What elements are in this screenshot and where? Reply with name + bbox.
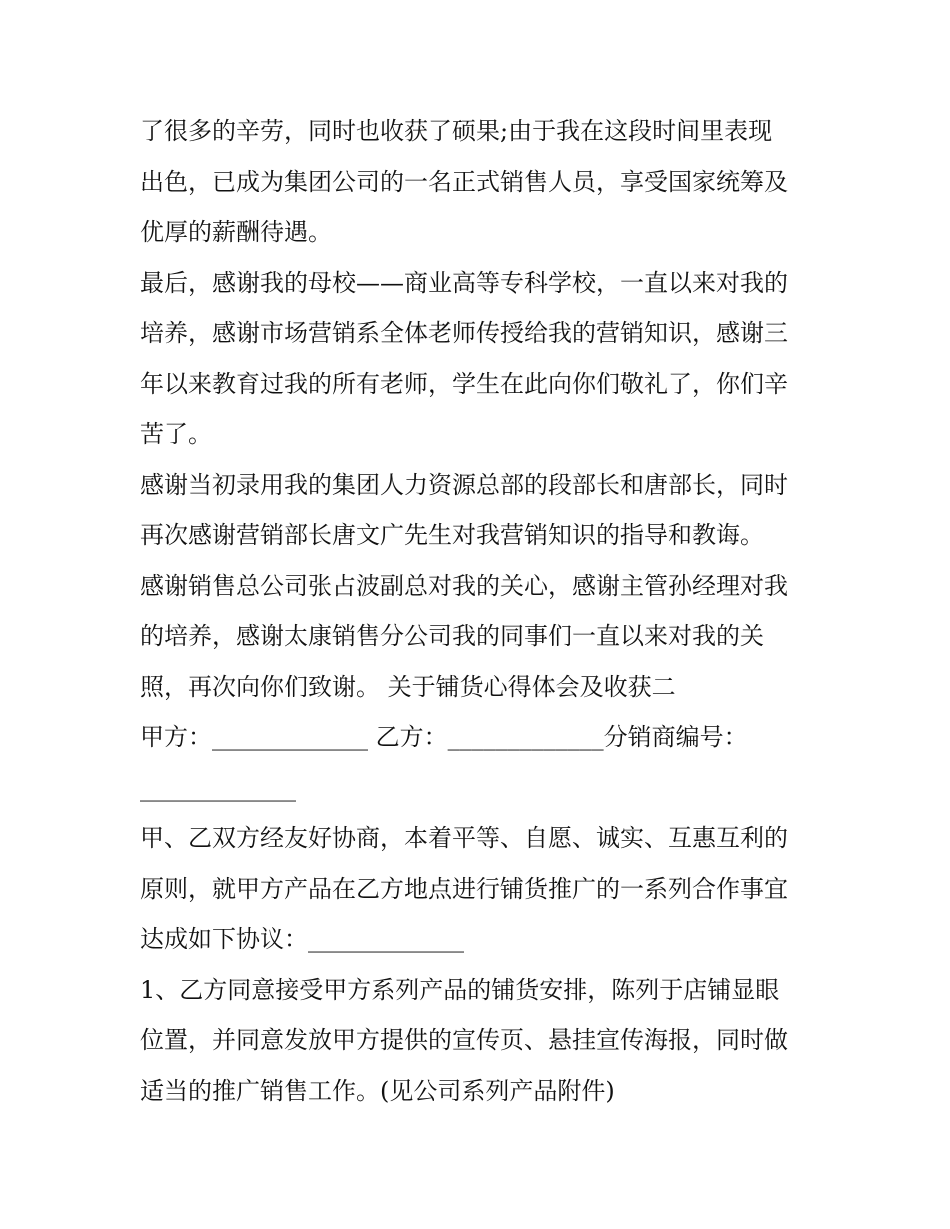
- contract-preamble: [140, 813, 820, 965]
- text-line: 培养，感谢市场营销系全体老师传授给我的营销知识，感谢三: [140, 319, 788, 347]
- text-line: 感谢销售总公司张占波副总对我的关心，感谢主管孙经理对我: [140, 571, 788, 600]
- text-line: 苦了。: [140, 420, 212, 448]
- text-line: _____________: [140, 773, 296, 802]
- text-line: 感谢当初录用我的集团人力资源总部的段部长和唐部长，同时: [140, 470, 788, 499]
- text-line: 适当的推广销售工作。(见公司系列产品附件): [140, 1076, 615, 1105]
- paragraph-results: [140, 106, 820, 258]
- text-line: 照，再次向你们致谢。 关于铺货心得体会及收获二: [140, 672, 676, 701]
- text-line: 甲、乙双方经友好协商，本着平等、自愿、诚实、互惠互利的: [140, 824, 788, 852]
- contract-parties: [140, 712, 820, 813]
- text-line: 优厚的薪酬待遇。: [140, 218, 332, 246]
- text-line: 甲方：_____________ 乙方：_____________分销商编号：: [140, 723, 748, 751]
- contract-clause-1: [140, 965, 820, 1117]
- document-body: [140, 106, 820, 1116]
- text-line: 位置，并同意发放甲方提供的宣传页、悬挂宣传海报，同时做: [140, 1026, 788, 1054]
- text-line: 再次感谢营销部长唐文广先生对我营销知识的指导和教诲。: [140, 521, 764, 549]
- text-line: 年以来教育过我的所有老师，学生在此向你们敬礼了，你们辛: [140, 369, 788, 398]
- text-line: 了很多的辛劳，同时也收获了硕果;由于我在这段时间里表现: [140, 117, 773, 145]
- text-line: 达成如下协议：_____________: [140, 925, 464, 953]
- text-line: 最后，感谢我的母校——商业高等专科学校，一直以来对我的: [140, 268, 788, 297]
- text-line: 原则，就甲方产品在乙方地点进行铺货推广的一系列合作事宜: [140, 874, 788, 903]
- paragraph-thanks-school: [140, 258, 820, 460]
- text-line: 出色，已成为集团公司的一名正式销售人员，享受国家统筹及: [140, 167, 788, 196]
- paragraph-thanks-colleagues: [140, 561, 820, 713]
- text-line: 的培养，感谢太康销售分公司我的同事们一直以来对我的关: [140, 622, 764, 650]
- text-line: 1、乙方同意接受甲方系列产品的铺货安排，陈列于店铺显眼: [140, 975, 780, 1004]
- paragraph-thanks-hr: [140, 460, 820, 561]
